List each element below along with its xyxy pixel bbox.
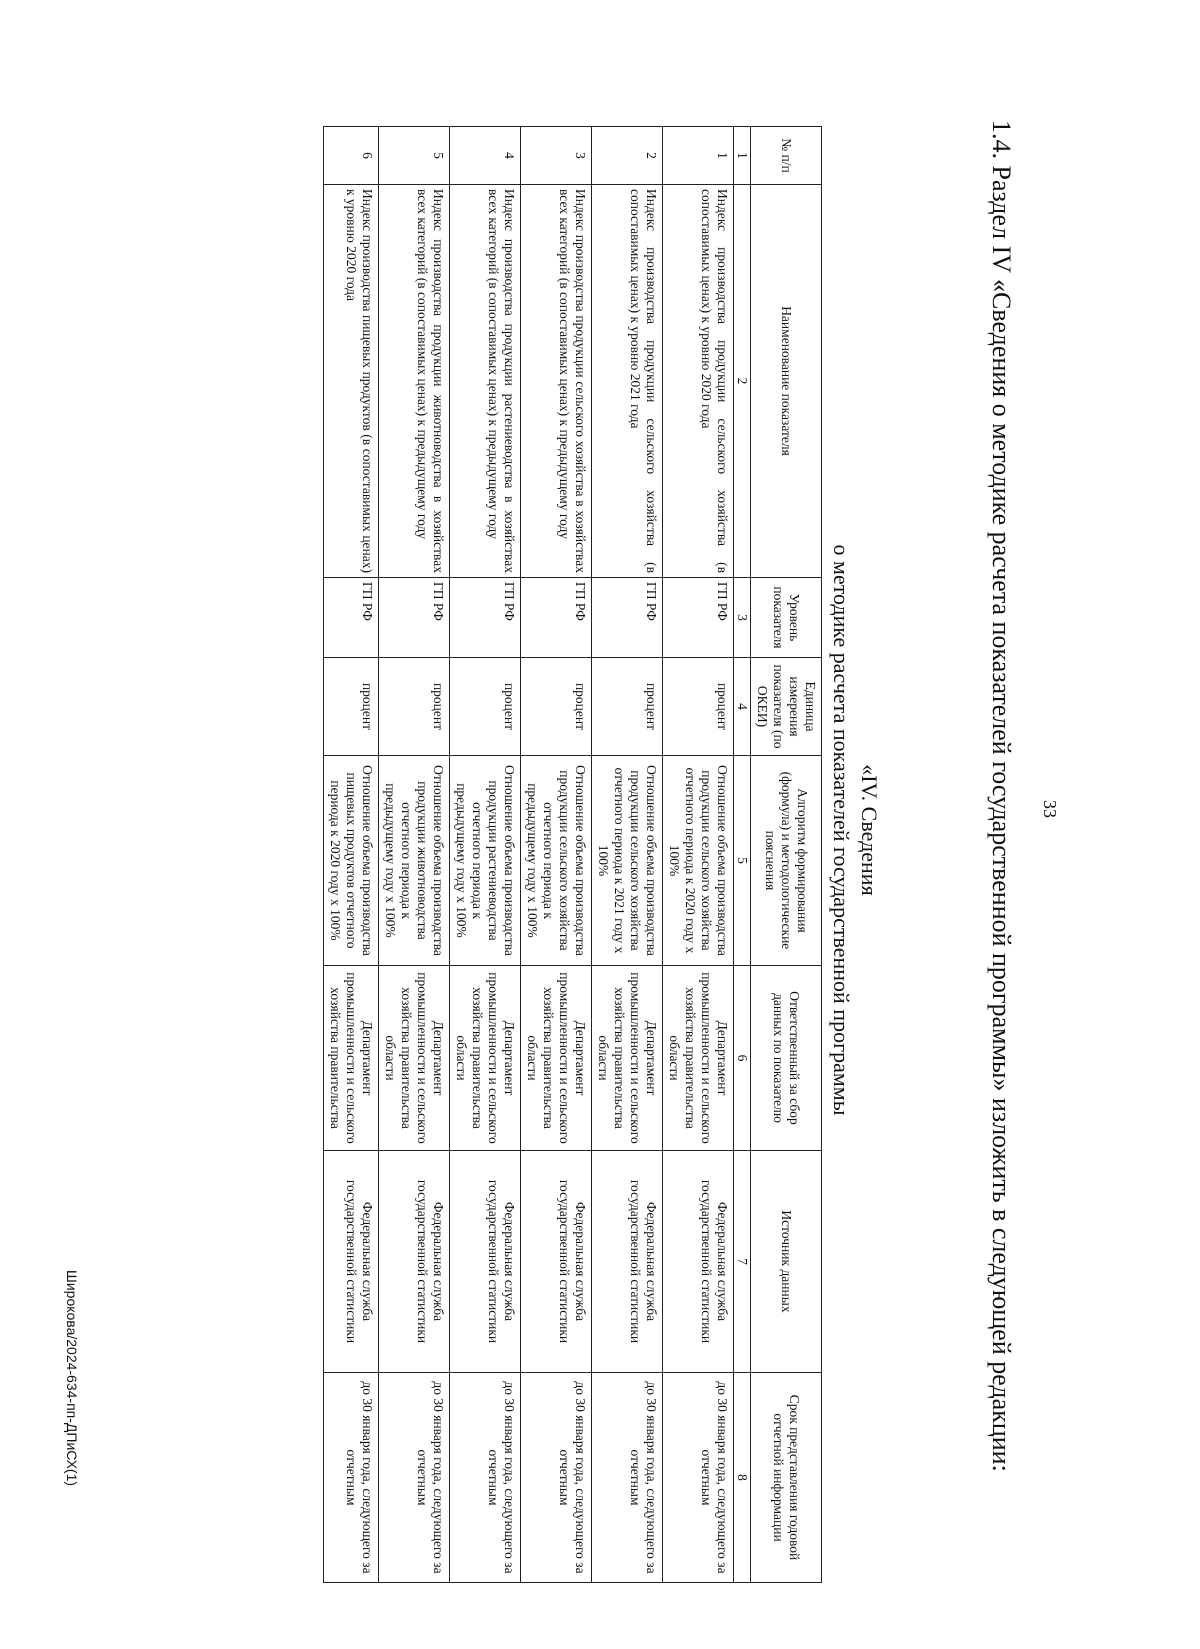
indicator-algorithm: Отношение объема производства пищевых продуктов отчетного периода к 2020 году х 100% — [324, 756, 379, 966]
indicator-source: Федеральная служба государственной статистики — [379, 1151, 450, 1373]
section-subtitle: о методике расчета показателей государственной программы — [829, 544, 854, 1116]
indicator-responsible: Департамент промышленности и сельского хозяйства правительства области — [521, 966, 592, 1151]
column-number: 1 — [734, 127, 751, 185]
indicator-algorithm: Отношение объема производства продукции растениеводства отчетного периода к предыдущему году х 100% — [450, 756, 521, 966]
section-heading: 1.4. Раздел IV «Сведения о методике расчета показателей государственной программы» изложить в следующей редакции: — [987, 120, 1016, 1472]
table-row — [324, 127, 379, 1583]
row-number: 2 — [592, 127, 663, 185]
indicator-responsible: Департамент промышленности и сельского хозяйства правительства — [324, 966, 379, 1151]
indicator-level: ГП РФ — [663, 578, 734, 658]
header-algorithm: Алгоритм формирования (формула) и методологические пояснения — [751, 756, 822, 966]
table-header-row — [751, 127, 822, 1583]
indicator-name: Индекс производства продукции сельского хозяйства в хозяйствах всех категорий (в сопоставимых ценах) к предыдущему году — [521, 185, 592, 578]
indicator-source: Федеральная служба государственной статистики — [592, 1151, 663, 1373]
header-deadline: Срок представления годовой отчетной информации — [751, 1373, 822, 1583]
table-row — [663, 127, 734, 1583]
row-number: 5 — [379, 127, 450, 185]
indicator-deadline: до 30 января года, следующего за отчетным — [324, 1373, 379, 1583]
indicator-algorithm: Отношение объема производства продукции животноводства отчетного периода к предыдущему году х 100% — [379, 756, 450, 966]
indicator-responsible: Департамент промышленности и сельского хозяйства правительства области — [379, 966, 450, 1151]
indicator-unit: процент — [450, 658, 521, 756]
header-unit: Единица измерения показателя (по ОКЕИ) — [751, 658, 822, 756]
indicator-name: Индекс производства продукции сельского хозяйства (в сопоставимых ценах) к уровню 2021 года — [592, 185, 663, 578]
indicator-name: Индекс производства продукции животноводства в хозяйствах всех категорий (в сопоставимых ценах) к предыдущему году — [379, 185, 450, 578]
indicator-algorithm: Отношение объема производства продукции сельского хозяйства отчетного периода к 2021 году х 100% — [592, 756, 663, 966]
indicator-responsible: Департамент промышленности и сельского хозяйства правительства области — [663, 966, 734, 1151]
table-row — [379, 127, 450, 1583]
indicator-unit: процент — [324, 658, 379, 756]
header-number: № п/п — [751, 127, 822, 185]
table-row — [450, 127, 521, 1583]
indicator-name: Индекс производства продукции растениеводства в хозяйствах всех категорий (в сопоставимых ценах) к предыдущему году — [450, 185, 521, 578]
row-number: 6 — [324, 127, 379, 185]
indicator-name: Индекс производства пищевых продуктов (в сопоставимых ценах) к уровню 2020 года — [324, 185, 379, 578]
indicator-level: ГП РФ — [379, 578, 450, 658]
indicator-responsible: Департамент промышленности и сельского хозяйства правительства области — [592, 966, 663, 1151]
indicator-unit: процент — [592, 658, 663, 756]
indicator-algorithm: Отношение объема производства продукции сельского хозяйства отчетного периода к предыдущему году х 100% — [521, 756, 592, 966]
indicators-table — [323, 126, 822, 1583]
indicator-name: Индекс производства продукции сельского хозяйства (в сопоставимых ценах) к уровню 2020 года — [663, 185, 734, 578]
table-row — [521, 127, 592, 1583]
row-number: 1 — [663, 127, 734, 185]
header-source: Источник данных — [751, 1151, 822, 1373]
table-row — [592, 127, 663, 1583]
column-number: 5 — [734, 756, 751, 966]
header-responsible: Ответственный за сбор данных по показателю — [751, 966, 822, 1151]
indicator-deadline: до 30 января года, следующего за отчетным — [521, 1373, 592, 1583]
section-title: «IV. Сведения — [857, 764, 882, 896]
header-level: Уровень показателя — [751, 578, 822, 658]
indicator-source: Федеральная служба государственной статистики — [521, 1151, 592, 1373]
indicator-level: ГП РФ — [521, 578, 592, 658]
column-number: 6 — [734, 966, 751, 1151]
document-footer-code: Широкова/2024-634-пп-ДПиСХ(1) — [64, 1270, 80, 1487]
column-number: 8 — [734, 1373, 751, 1583]
indicator-unit: процент — [663, 658, 734, 756]
indicator-deadline: до 30 января года, следующего за отчетным — [450, 1373, 521, 1583]
indicator-source: Федеральная служба государственной статистики — [324, 1151, 379, 1373]
row-number: 3 — [521, 127, 592, 185]
column-number: 2 — [734, 185, 751, 578]
indicator-responsible: Департамент промышленности и сельского хозяйства правительства области — [450, 966, 521, 1151]
indicator-level: ГП РФ — [592, 578, 663, 658]
column-number: 4 — [734, 658, 751, 756]
indicator-level: ГП РФ — [450, 578, 521, 658]
indicator-deadline: до 30 января года, следующего за отчетным — [379, 1373, 450, 1583]
indicator-unit: процент — [379, 658, 450, 756]
column-number-row — [734, 127, 751, 1583]
page-number: 33 — [1040, 800, 1060, 818]
indicator-deadline: до 30 января года, следующего за отчетным — [663, 1373, 734, 1583]
column-number: 7 — [734, 1151, 751, 1373]
row-number: 4 — [450, 127, 521, 185]
column-number: 3 — [734, 578, 751, 658]
indicator-source: Федеральная служба государственной статистики — [450, 1151, 521, 1373]
indicator-level: ГП РФ — [324, 578, 379, 658]
indicator-deadline: до 30 января года, следующего за отчетным — [592, 1373, 663, 1583]
indicator-unit: процент — [521, 658, 592, 756]
indicator-source: Федеральная служба государственной статистики — [663, 1151, 734, 1373]
indicator-algorithm: Отношение объема производства продукции сельского хозяйства отчетного периода к 2020 году х 100% — [663, 756, 734, 966]
header-indicator-name: Наименование показателя — [751, 185, 822, 578]
